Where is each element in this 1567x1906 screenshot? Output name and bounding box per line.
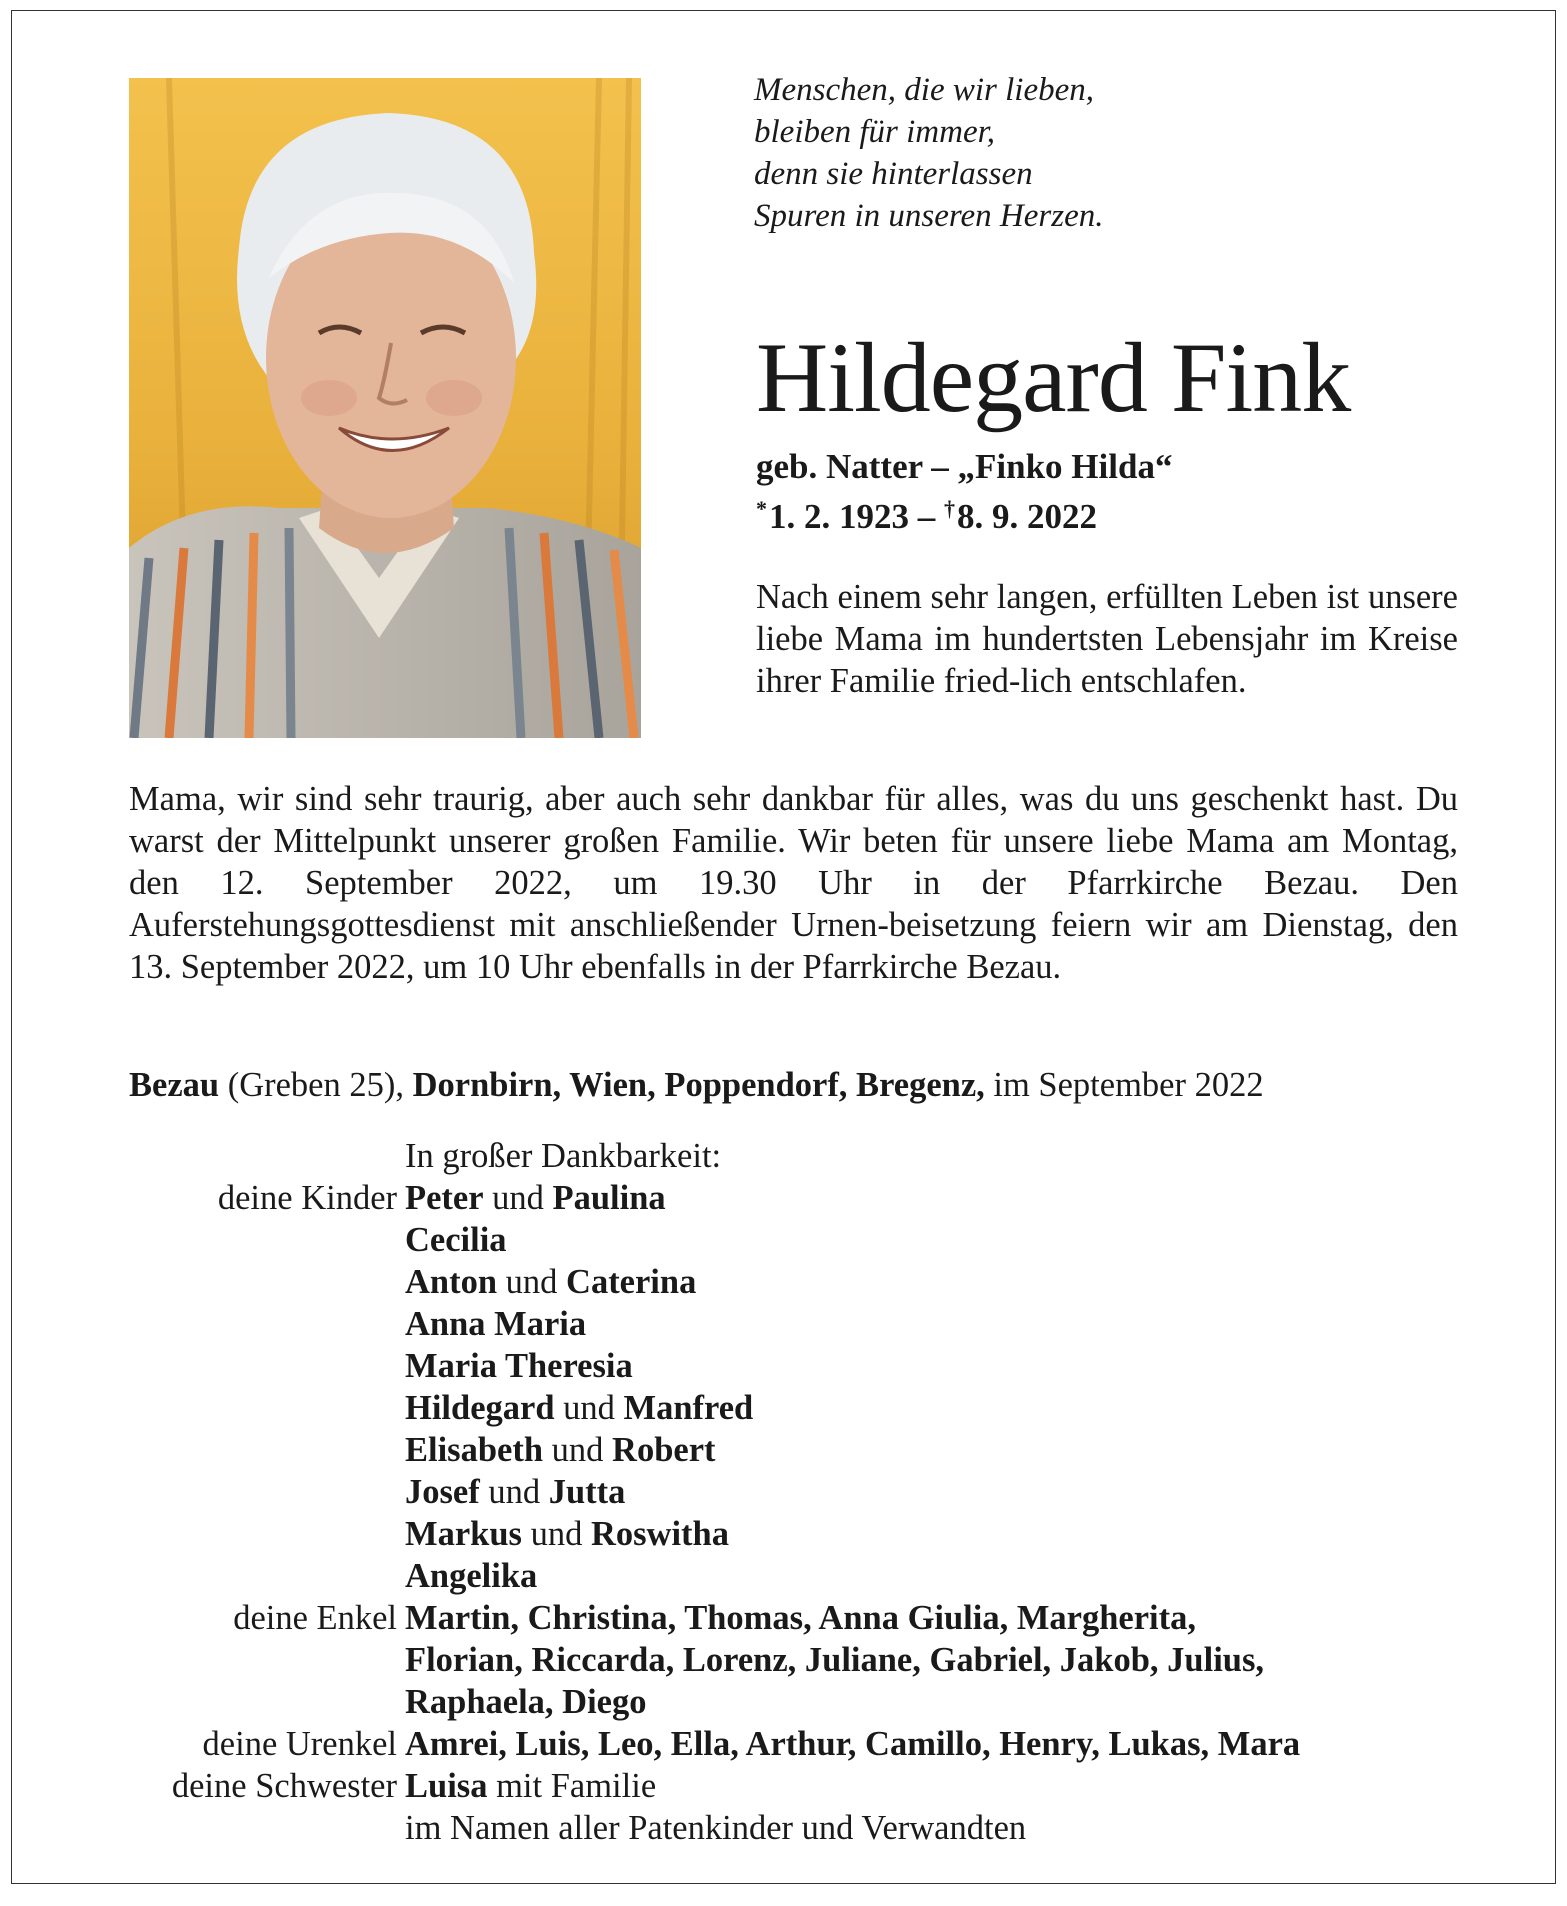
mourner-row [129,1513,1469,1555]
connector-text: und [479,1473,549,1511]
mourner-name: Raphaela, Diego [405,1683,647,1721]
mourner-name: Maria Theresia [405,1347,633,1385]
death-date: 8. 9. 2022 [957,497,1097,536]
mourner-names [405,1471,1469,1513]
relation-label [129,1513,405,1555]
connector-text: und [497,1263,567,1301]
mourner-name: Paulina [552,1179,666,1217]
mourner-names [405,1219,1469,1261]
birth-date: 1. 2. 1923 [769,497,909,536]
gratitude-row [129,1135,1469,1177]
mourner-row [129,1681,1469,1723]
place-bezau: Bezau [129,1066,220,1104]
mourner-row [129,1471,1469,1513]
connector-text: mit Familie [487,1767,657,1805]
connector-text: und [554,1389,624,1427]
mourner-name: Luisa [405,1767,488,1805]
service-announcement: Mama, wir sind sehr traurig, aber auch sehr dankbar für alles, was du uns geschenkt hast. Du warst der Mittelpunkt unserer großen Familie. Wir beten für unsere liebe Mama am Montag, den 12. September 2022, um 19.30 Uhr in der Pfarrkirche Bezau. Den Auferstehungsgottesdienst mit anschließender Urnen-beisetzung feiern wir am Dienstag, den 13. September 2022, um 10 Uhr ebenfalls in der Pfarrkirche Bezau. [129,780,1458,986]
mourner-names [405,1177,1469,1219]
relation-label: deine Schwester [171,1767,397,1805]
mourner-names [405,1303,1469,1345]
death-cross-icon: † [944,496,955,521]
mourner-row [129,1177,1469,1219]
mourner-name: Angelika [405,1557,538,1595]
connector-text: und [521,1515,591,1553]
mourner-row [129,1639,1469,1681]
mourner-name: Cecilia [405,1221,507,1259]
mourner-row [129,1219,1469,1261]
connector-text: und [483,1179,553,1217]
relation-label [129,1681,405,1723]
mourner-name: Hildegard [405,1389,555,1427]
birth-star-icon: * [756,496,767,521]
mourner-row [129,1261,1469,1303]
mourner-name: Florian, Riccarda, Lorenz, Juliane, Gabriel, Jakob, Julius, [405,1641,1265,1679]
mourner-name: Anna Maria [405,1305,587,1343]
mourner-names [405,1597,1469,1639]
gratitude-line: In großer Dankbarkeit: [405,1137,722,1175]
relation-label [129,1261,405,1303]
deceased-name: Hildegard Fink [756,322,1351,433]
mourner-names [405,1765,1469,1807]
relation-label [129,1471,405,1513]
relation-label [129,1345,405,1387]
mourner-names [405,1723,1469,1765]
places-line [129,1064,1458,1106]
mourner-names [405,1639,1469,1681]
mourner-names [405,1555,1469,1597]
date-separator: – [909,497,944,536]
mourner-row [129,1429,1469,1471]
mourner-row [129,1765,1469,1807]
place-others: Dornbirn, Wien, Poppendorf, Bregenz, [412,1066,985,1104]
life-dates [756,489,1097,537]
mourner-names [405,1387,1469,1429]
connector-text: und [543,1431,613,1469]
relation-label [129,1555,405,1597]
mourner-names [405,1429,1469,1471]
relation-label [129,1429,405,1471]
relation-label: deine Urenkel [202,1725,397,1763]
mourner-name: Josef [405,1473,480,1511]
mourner-name: Amrei, Luis, Leo, Ella, Arthur, Camillo, Henry, Lukas, Mara [405,1725,1301,1763]
mourner-name: Elisabeth [405,1431,544,1469]
birth-name-and-nickname: geb. Natter – „Finko Hilda“ [756,447,1173,486]
mourner-names [405,1807,1469,1849]
mourner-row [129,1723,1469,1765]
place-date: im September 2022 [984,1066,1264,1104]
mourner-name: Martin, Christina, Thomas, Anna Giulia, Margherita, [405,1599,1196,1637]
relation-label [129,1639,405,1681]
mourner-names [405,1261,1469,1303]
intro-paragraph: Nach einem sehr langen, erfüllten Leben ist unsere liebe Mama im hundertsten Lebensjahr im Kreise ihrer Familie fried-lich entschlafen. [756,578,1458,700]
relation-label: deine Enkel [233,1599,397,1637]
mourner-name: Anton [405,1263,498,1301]
relation-label: deine Kinder [217,1179,397,1217]
place-address: (Greben 25), [219,1066,413,1104]
mourner-row [129,1345,1469,1387]
connector-text: im Namen aller Patenkinder und Verwandten [405,1809,1027,1847]
relation-label [129,1219,405,1261]
mourner-name: Manfred [623,1389,754,1427]
relation-label [129,1303,405,1345]
mourner-name: Robert [612,1431,716,1469]
mourner-row [129,1387,1469,1429]
mourner-names [405,1513,1469,1555]
mourner-name: Markus [405,1515,522,1553]
obituary-page [11,10,1556,1884]
mourner-name: Jutta [548,1473,626,1511]
relation-label [129,1807,405,1849]
memorial-verse: Menschen, die wir lieben, bleiben für immer, denn sie hinterlassen Spuren in unseren Herzen. [754,72,1104,234]
mourner-names [405,1345,1469,1387]
mourner-name: Peter [405,1179,484,1217]
mourner-row [129,1303,1469,1345]
mourner-names [405,1681,1469,1723]
mourner-row [129,1807,1469,1849]
mourner-name: Roswitha [590,1515,729,1553]
portrait-photo [129,78,641,738]
mourner-row [129,1555,1469,1597]
mourner-row [129,1597,1469,1639]
mourner-rows [129,1177,1469,1849]
portrait-illustration [129,78,641,738]
relation-label [129,1387,405,1429]
mourners-list [129,1135,1469,1849]
mourner-name: Caterina [566,1263,697,1301]
